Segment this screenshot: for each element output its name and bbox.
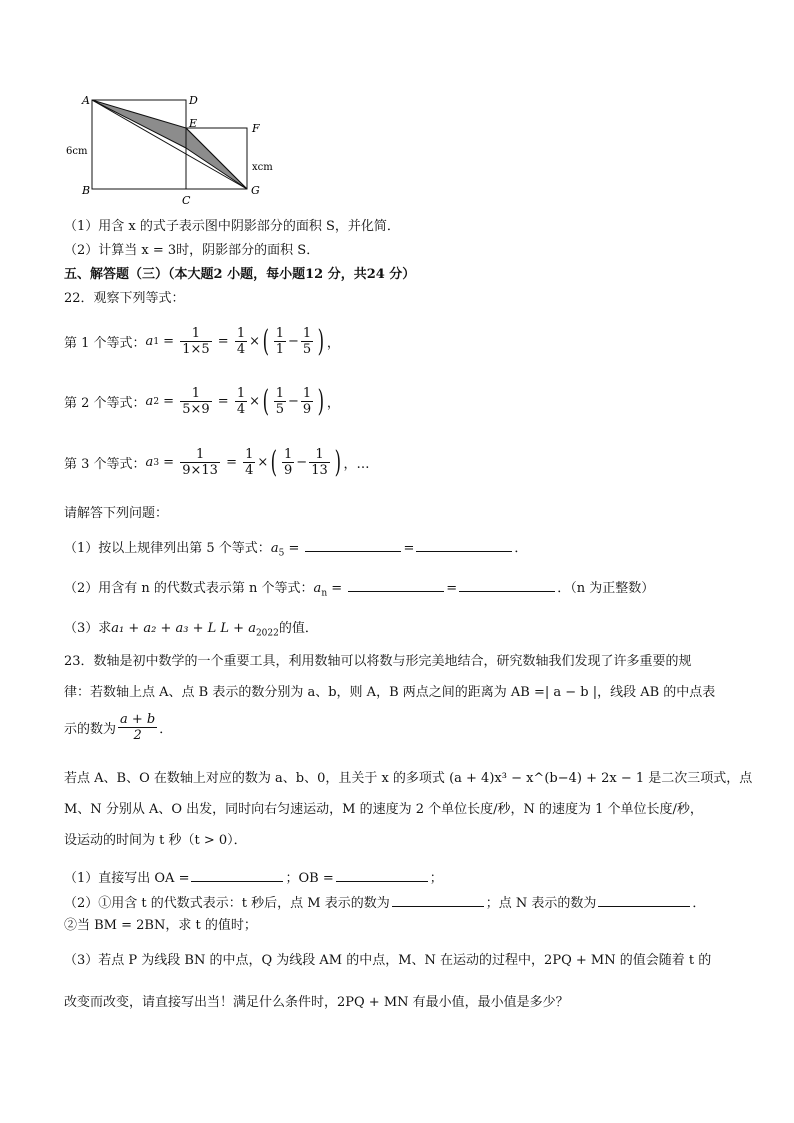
q23-line-5: M、N 分别从 A、O 出发，同时向右匀速运动，M 的速度为 2 个单位长度/秒，N 的速度为 1 个单位长度/秒， bbox=[64, 802, 703, 817]
eq2-frac-1: $\frac{1}{5\times 9}$ bbox=[182, 386, 210, 417]
q22-p1-blank-1[interactable] bbox=[305, 538, 401, 552]
q23-part2a: （2）①用含 t 的代数式表示：t 秒后，点 M 表示的数为 ；点 N 表示的数为 ． bbox=[64, 893, 705, 913]
label-g: G bbox=[251, 184, 260, 197]
eq1-frac-4: $\frac{1}{5}$ bbox=[302, 326, 312, 357]
q23-line-4: 若点 A、B、O 在数轴上对应的数为 a、b、0，且关于 x 的多项式 (a + 4)x³ − x^(b−4) + 2x − 1 是二次三项式，点 bbox=[64, 771, 753, 786]
q23-p1-blank-oa[interactable] bbox=[191, 868, 283, 882]
label-c: C bbox=[182, 194, 191, 207]
q23-part1: （1）直接写出 OA = ；OB = ； bbox=[64, 868, 443, 888]
label-xcm: xcm bbox=[252, 162, 273, 173]
eq3-sub: 3 bbox=[153, 457, 160, 468]
eq2-frac-4: $\frac{1}{9}$ bbox=[302, 386, 312, 417]
eq1-var: a bbox=[145, 334, 154, 349]
q23-midpoint-frac: $\frac{a + b}{2}$ bbox=[120, 712, 156, 743]
line-ag bbox=[92, 100, 247, 189]
q23-part2b: ②当 BM = 2BN，求 t 的值时； bbox=[64, 918, 257, 933]
label-a: A bbox=[82, 94, 90, 107]
eq3-frac-2: $\frac{1}{4}$ bbox=[245, 447, 254, 478]
shaded-region-upper bbox=[92, 100, 186, 148]
q23-p1-blank-ob[interactable] bbox=[336, 868, 428, 882]
eq1-label: 第 1 个等式： bbox=[64, 336, 146, 351]
eq3-label: 第 3 个等式： bbox=[64, 457, 146, 472]
q22-p2-blank-1[interactable] bbox=[348, 578, 444, 592]
q23-p2-blank-m[interactable] bbox=[392, 893, 484, 907]
eq2-frac-2: $\frac{1}{4}$ bbox=[236, 386, 246, 417]
line-eg bbox=[186, 128, 247, 189]
label-e: E bbox=[189, 117, 198, 130]
label-d: D bbox=[189, 94, 198, 107]
label-b: B bbox=[82, 184, 91, 197]
q22-part3: （3）求a₁ + a₂ + a₃ + L $L + a_{2022}$的值． bbox=[64, 621, 318, 639]
q22-part2: （2）用含有 n 的代数式表示第 n 个等式：$a_n$ = = ．（n 为正整数） bbox=[64, 578, 654, 603]
eq1-frac-2: $\frac{1}{4}$ bbox=[236, 326, 246, 357]
q21-part1: （1）用含 x 的式子表示图中阴影部分的面积 S，并化简． bbox=[64, 219, 400, 234]
eq3-frac-1: $\frac{1}{9\times 13}$ bbox=[182, 447, 218, 478]
eq2-label: 第 2 个等式： bbox=[64, 396, 146, 411]
q23-line-2: 律：若数轴上点 A、点 B 表示的数分别为 a、b，则 A，B 两点之间的距离为 AB =| a − b |，线段 AB 的中点表 bbox=[64, 685, 716, 700]
rectangle-abcd bbox=[92, 100, 186, 189]
q23-p2-blank-n[interactable] bbox=[598, 893, 690, 907]
q23-line-3: 示的数为 $\frac{a + b}{2}$ ． bbox=[64, 712, 173, 743]
q22-equation-2: 第 2 个等式： a 2 = $\frac{1}{5\times 9}$ = $\frac{1}{4}$ × ( $\frac{1}{5}$ − $\frac{1}{9}$ ) ， bbox=[64, 383, 340, 419]
eq3-frac-3: $\frac{1}{9}$ bbox=[284, 447, 293, 478]
q23-part3-line-2: 改变而改变，请直接写出当！满足什么条件时，2PQ + MN 有最小值，最小值是多少？ bbox=[64, 995, 569, 1010]
eq1-frac-1: $\frac{1}{1\times 5}$ bbox=[182, 326, 210, 357]
geometry-figure bbox=[60, 88, 290, 210]
q22-prompt: 请解答下列问题： bbox=[64, 506, 169, 521]
q22-p2-blank-2[interactable] bbox=[459, 578, 555, 592]
q22-equation-3: 第 3 个等式： a 3 = $\frac{1}{9\times 13}$ = $\frac{1}{4}$ × ( $\frac{1}{9}$ − $\frac{1}{13}$ ) ，… bbox=[64, 444, 370, 480]
eq1-sub: 1 bbox=[153, 336, 160, 347]
q23-part3-line-1: （3）若点 P 为线段 BN 的中点，Q 为线段 AM 的中点，M、N 在运动的过程中，2PQ + MN 的值会随着 t 的 bbox=[64, 953, 712, 968]
q22-part1: （1）按以上规律列出第 5 个等式：$a_5$ = = ． bbox=[64, 538, 527, 563]
q22-equation-1: 第 1 个等式： a 1 = $\frac{1}{1\times 5}$ = $\frac{1}{4}$ × ( $\frac{1}{1}$ − $\frac{1}{5}$ ) ， bbox=[64, 323, 340, 359]
q23-line-1: 23．数轴是初中数学的一个重要工具，利用数轴可以将数与形完美地结合，研究数轴我们发现了许多重要的规 bbox=[64, 654, 692, 669]
label-f: F bbox=[252, 122, 260, 135]
q22-p1-blank-2[interactable] bbox=[416, 538, 512, 552]
q21-part2: （2）计算当 x = 3时，阴影部分的面积 S． bbox=[64, 243, 320, 258]
q23-line-6: 设运动的时间为 t 秒（t > 0）． bbox=[64, 833, 247, 848]
eq2-frac-3: $\frac{1}{5}$ bbox=[275, 386, 285, 417]
label-6cm: 6cm bbox=[66, 146, 88, 157]
eq2-sub: 2 bbox=[153, 396, 160, 407]
section5-heading: 五、解答题（三）（本大题2 小题，每小题12 分，共24 分） bbox=[64, 267, 416, 282]
q22-intro: 22．观察下列等式： bbox=[64, 291, 185, 306]
eq1-frac-3: $\frac{1}{1}$ bbox=[275, 326, 285, 357]
eq3-frac-4: $\frac{1}{13}$ bbox=[311, 447, 328, 478]
